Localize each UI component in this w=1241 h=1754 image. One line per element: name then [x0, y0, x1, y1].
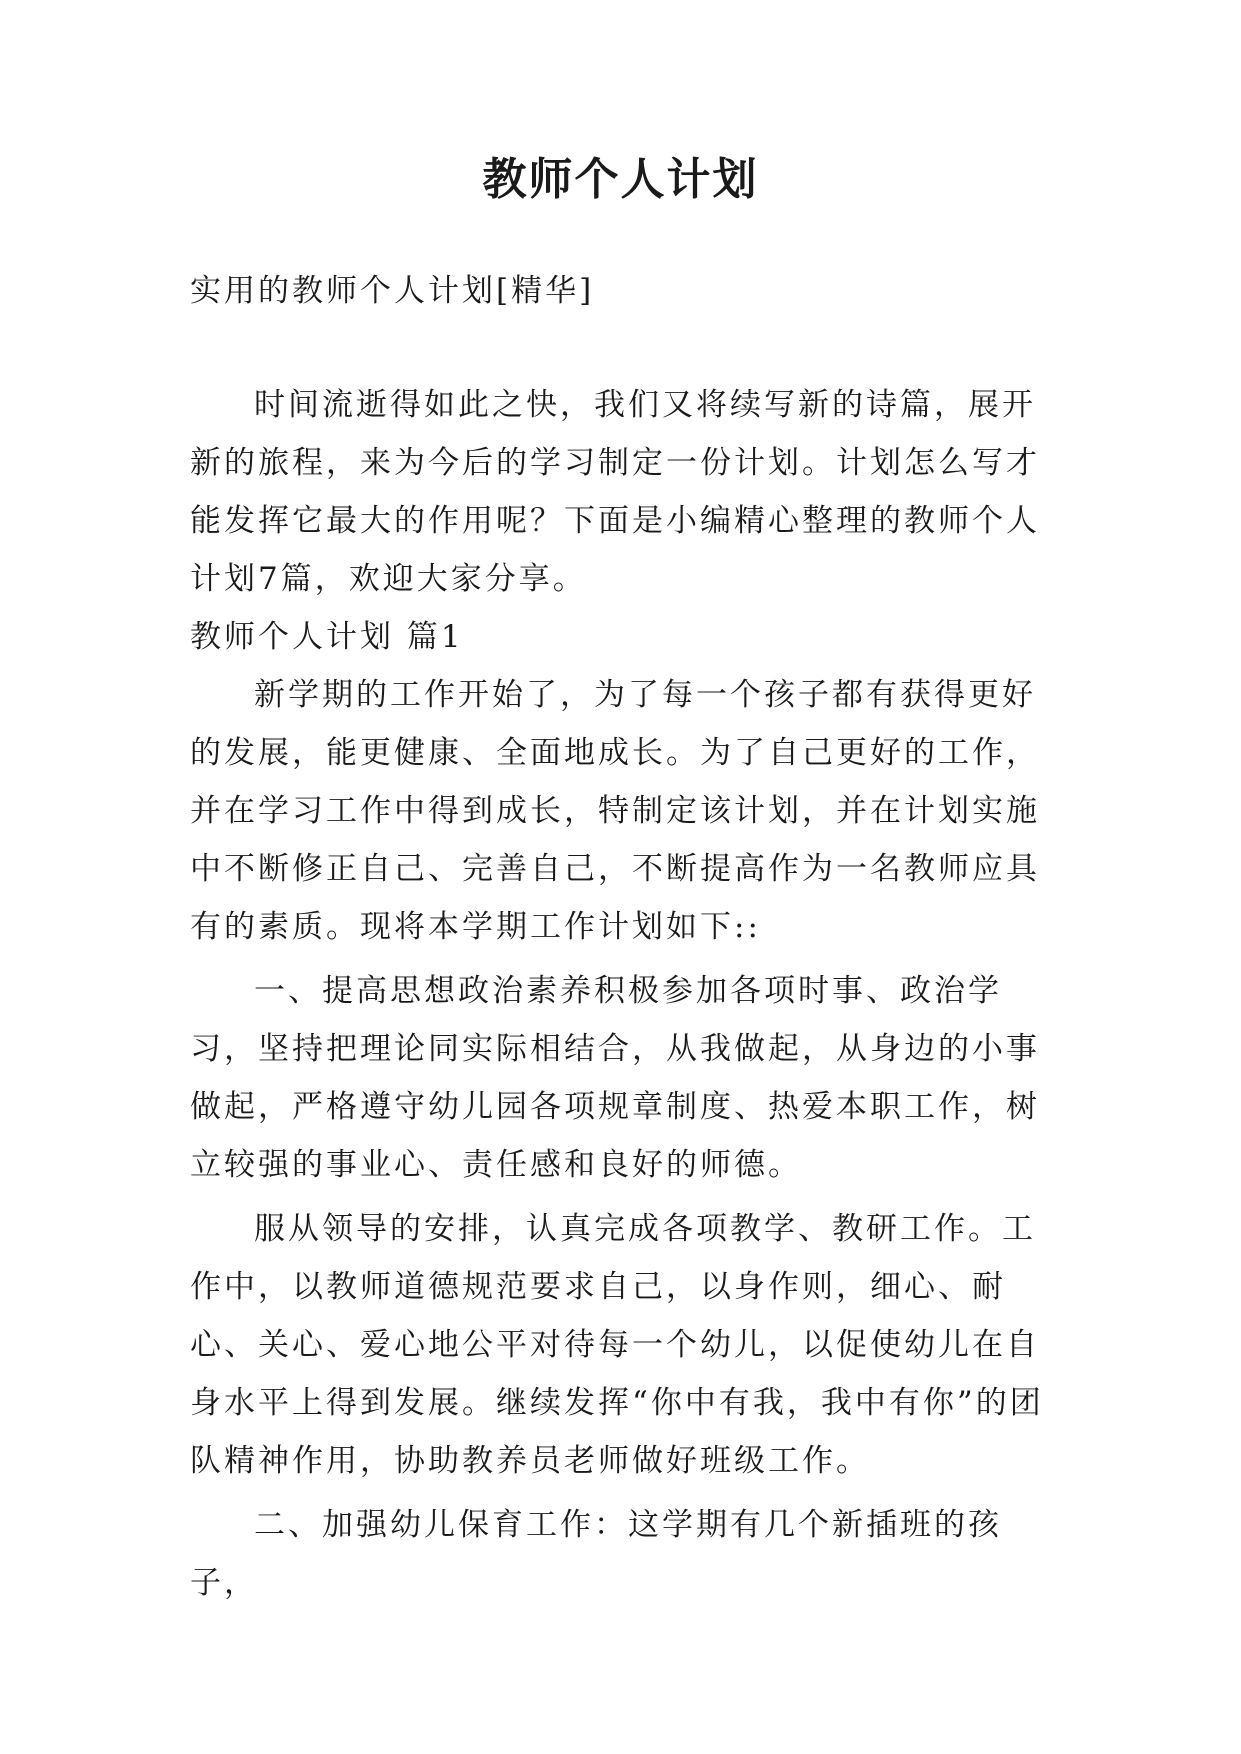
document-body: [190, 262, 1058, 1612]
body-paragraph: 二、加强幼儿保育工作：这学期有几个新插班的孩子，: [190, 1507, 1002, 1601]
body-paragraph: 服从领导的安排，认真完成各项教学、教研工作。工作中，以教师道德规范要求自己，以身作则，细心、耐心、关心、爱心地公平对待每一个幼儿，以促使幼儿在自身水平上得到发展。继续发挥“你中有我，我中有你”的团队精神作用，协助教养员老师做好班级工作。: [190, 1211, 1044, 1479]
body-paragraph: 一、提高思想政治素养积极参加各项时事、政治学习，坚持把理论同实际相结合，从我做起，从身边的小事做起，严格遵守幼儿园各项规章制度、热爱本职工作，树立较强的事业心、责任感和良好的师德。: [190, 973, 1040, 1183]
document-subtitle: 实用的教师个人计划[精华]: [190, 273, 595, 309]
document-title: 教师个人计划: [482, 154, 759, 205]
section-heading: 教师个人计划 篇1: [190, 619, 464, 655]
intro-paragraph: 时间流逝得如此之快，我们又将续写新的诗篇，展开新的旅程，来为今后的学习制定一份计划。计划怎么写才能发挥它最大的作用呢？下面是小编精心整理的教师个人计划7篇，欢迎大家分享。: [190, 387, 1040, 597]
body-paragraph: 新学期的工作开始了，为了每一个孩子都有获得更好的发展，能更健康、全面地成长。为了自己更好的工作，并在学习工作中得到成长，特制定该计划，并在计划实施中不断修正自己、完善自己，不断提高作为一名教师应具有的素质。现将本学期工作计划如下::: [190, 677, 1040, 945]
